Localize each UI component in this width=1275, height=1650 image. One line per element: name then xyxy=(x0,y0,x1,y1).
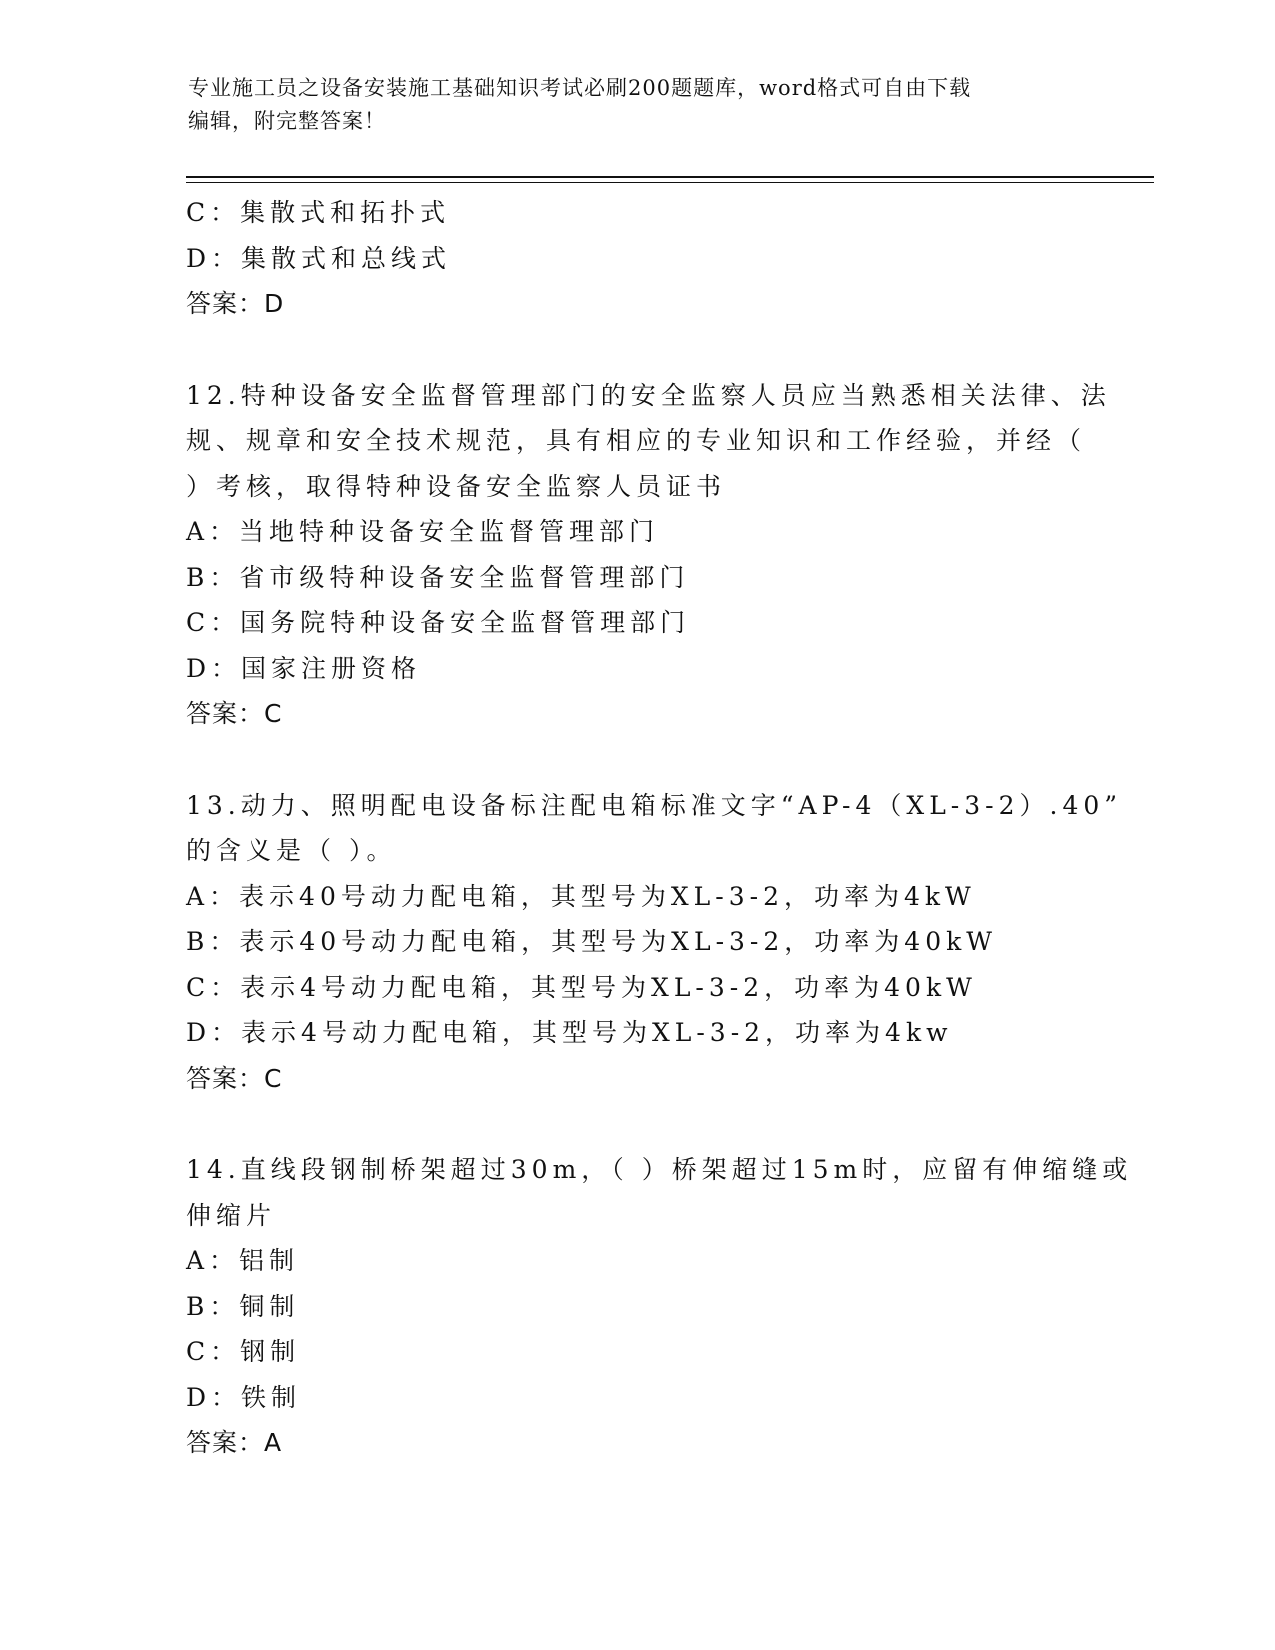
question-12-option-a: A：当地特种设备安全监督管理部门 xyxy=(186,517,660,546)
question-12-stem-line-2: 规、规章和安全技术规范，具有相应的专业知识和工作经验，并经（ xyxy=(186,426,1087,455)
question-12-stem-line-3: ）考核，取得特种设备安全监察人员证书 xyxy=(186,471,727,501)
header-rule-thin xyxy=(186,182,1154,183)
question-11 xyxy=(186,190,1086,327)
spacer xyxy=(186,1101,1086,1147)
question-11-answer: 答案：D xyxy=(186,289,285,318)
header-rule-thick xyxy=(186,176,1154,178)
question-12 xyxy=(186,373,1111,737)
question-11-option-d: D：集散式和总线式 xyxy=(186,243,452,273)
question-14-option-b: B：铜制 xyxy=(186,1291,300,1321)
question-12-option-c: C：国务院特种设备安全监督管理部门 xyxy=(186,608,691,637)
header-line-1: 专业施工员之设备安装施工基础知识考试必刷200题题库，word格式可自由下载 xyxy=(188,76,972,100)
question-list xyxy=(186,190,1133,1466)
question-12-stem-line-1: 12.特种设备安全监督管理部门的安全监察人员应当熟悉相关法律、法 xyxy=(186,380,1111,410)
spacer xyxy=(186,737,1086,783)
question-13-option-d: D：表示4号动力配电箱，其型号为XL-3-2，功率为4kw xyxy=(186,1018,953,1047)
question-12-option-b: B：省市级特种设备安全监督管理部门 xyxy=(186,562,690,592)
question-13-answer: 答案：C xyxy=(186,1063,283,1093)
question-13 xyxy=(186,783,1123,1102)
question-14-option-a: A：铝制 xyxy=(186,1246,300,1275)
question-13-stem-line-2: 的含义是（ ）。 xyxy=(186,836,397,865)
question-12-answer: 答案：C xyxy=(186,699,283,728)
question-14 xyxy=(186,1147,1133,1466)
question-13-stem-line-1: 13.动力、照明配电设备标注配电箱标准文字“AP-4（XL-3-2）.40” xyxy=(186,790,1123,820)
question-14-option-d: D：铁制 xyxy=(186,1382,302,1412)
question-14-answer: 答案：A xyxy=(186,1428,283,1457)
question-14-option-c: C：钢制 xyxy=(186,1337,301,1366)
question-14-stem-line-2: 伸缩片 xyxy=(186,1200,277,1230)
question-13-option-b: B：表示40号动力配电箱，其型号为XL-3-2，功率为40kW xyxy=(186,927,997,956)
question-12-option-d: D：国家注册资格 xyxy=(186,653,422,683)
header-line-2: 编辑，附完整答案！ xyxy=(188,109,386,133)
question-13-option-a: A：表示40号动力配电箱，其型号为XL-3-2，功率为4kW xyxy=(186,881,976,911)
spacer xyxy=(186,327,1086,373)
question-14-stem-line-1: 14.直线段钢制桥架超过30m，（ ）桥架超过15m时，应留有伸缩缝或 xyxy=(186,1155,1133,1184)
question-11-option-c: C：集散式和拓扑式 xyxy=(186,198,451,227)
question-13-option-c: C：表示4号动力配电箱，其型号为XL-3-2，功率为40kW xyxy=(186,972,977,1002)
document-header xyxy=(188,72,1088,138)
